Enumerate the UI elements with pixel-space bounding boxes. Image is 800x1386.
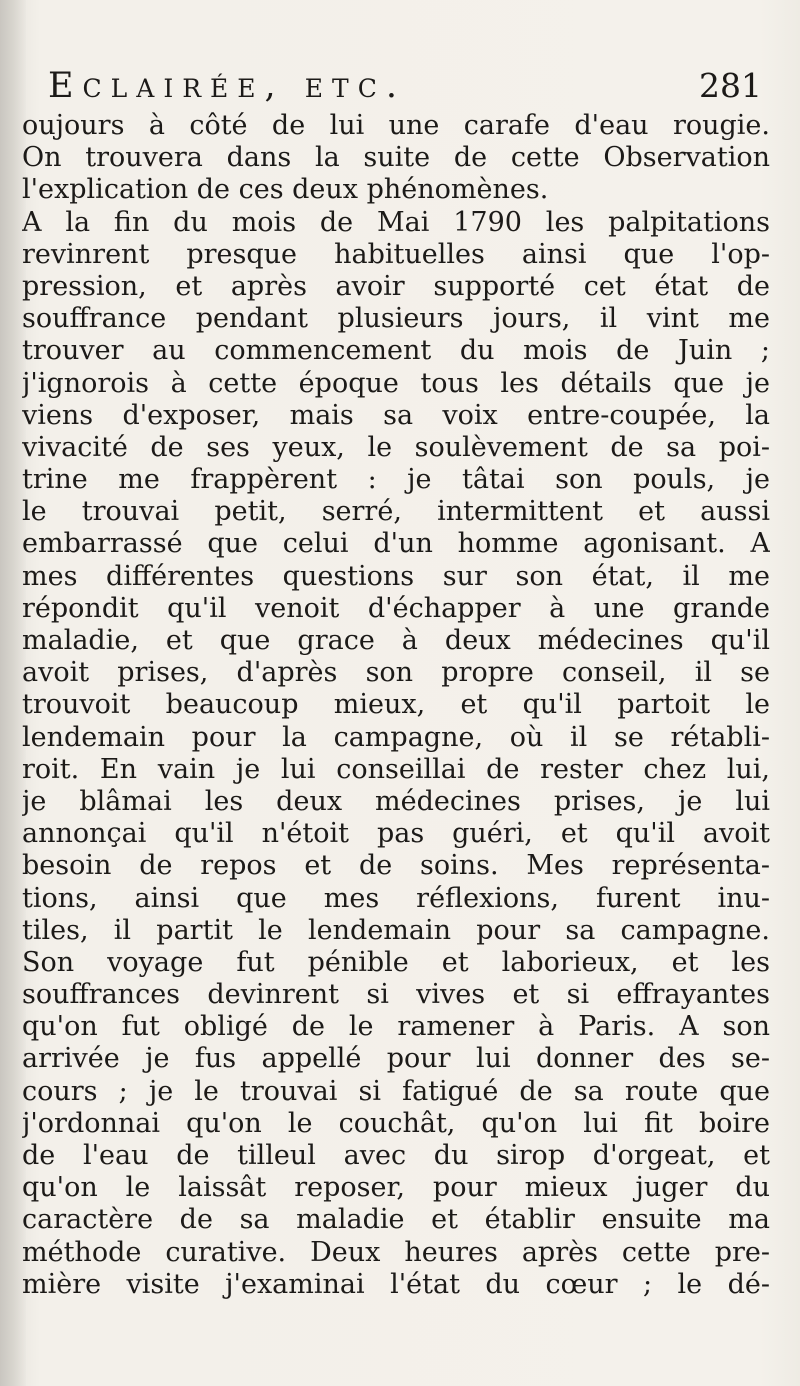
text-line: qu'on le laissât reposer, pour mieux juger du [22, 1172, 770, 1204]
text-line: revinrent presque habituelles ainsi que l'op- [22, 238, 770, 270]
text-line: de l'eau de tilleul avec du sirop d'orgeat, et [22, 1140, 770, 1171]
text-line: qu'on fut obligé de le ramener à Paris. A son [22, 1011, 770, 1043]
text-line: On trouvera dans la suite de cette Observation [22, 142, 770, 174]
text-line: le trouvai petit, serré, intermittent et aussi [22, 496, 770, 528]
page-number: 281 [699, 66, 762, 105]
text-line: caractère de sa maladie et établir ensuite ma [22, 1204, 770, 1236]
text-line: tions, ainsi que mes réflexions, furent inu- [22, 882, 770, 914]
text-line: répondit qu'il venoit d'échapper à une grande [22, 592, 770, 624]
text-line: l'explication de ces deux phénomènes. [22, 174, 549, 206]
text-line: A la fin du mois de Mai 1790 les palpitations [22, 206, 770, 238]
text-line: trouvoit beaucoup mieux, et qu'il partoit le [22, 689, 770, 721]
text-line: j'ordonnai qu'on le couchât, qu'on lui fit boire [22, 1107, 770, 1139]
text-line: embarrassé que celui d'un homme agonisant. A [22, 528, 770, 560]
text-line: pression, et après avoir supporté cet état de [22, 270, 770, 302]
text-line: lendemain pour la campagne, où il se rétabli- [22, 721, 770, 753]
text-line: trouver au commencement du mois de Juin ; [22, 335, 770, 367]
text-line: tiles, il partit le lendemain pour sa campagne. [22, 914, 770, 946]
text-line: Son voyage fut pénible et laborieux, et les [22, 946, 770, 978]
text-line: mière visite j'examinai l'état du cœur ; le dé- [22, 1268, 770, 1300]
text-line: souffrance pendant plusieurs jours, il vint me [22, 303, 770, 335]
text-line: besoin de repos et de soins. Mes représenta- [22, 850, 770, 882]
text-line: trine me frappèrent : je tâtai son pouls, je [22, 464, 770, 496]
text-line: oujours à côté de lui une carafe d'eau rougie. [22, 110, 770, 141]
text-line: cours ; je le trouvai si fatigué de sa route que [22, 1075, 770, 1107]
text-line: j'ignorois à cette époque tous les détails que je [22, 367, 770, 399]
running-title: Eclairée, etc. [48, 66, 406, 106]
text-line: méthode curative. Deux heures après cette pre- [22, 1236, 770, 1268]
text-line: viens d'exposer, mais sa voix entre-coupée, la [22, 399, 770, 431]
body-text [22, 110, 770, 1301]
text-line: vivacité de ses yeux, le soulèvement de sa poi- [22, 431, 770, 463]
text-line: arrivée je fus appellé pour lui donner des se- [22, 1043, 770, 1075]
text-line: roit. En vain je lui conseillai de rester chez lui, [22, 753, 770, 785]
text-line: avoit prises, d'après son propre conseil, il se [22, 657, 770, 689]
text-line: je blâmai les deux médecines prises, je lui [22, 785, 770, 817]
text-line: maladie, et que grace à deux médecines qu'il [22, 625, 770, 656]
text-line: mes différentes questions sur son état, il me [22, 560, 770, 592]
page-header [48, 66, 762, 112]
text-line: annonçai qu'il n'étoit pas guéri, et qu'il avoit [22, 818, 770, 850]
text-line: souffrances devinrent si vives et si effrayantes [22, 979, 770, 1011]
